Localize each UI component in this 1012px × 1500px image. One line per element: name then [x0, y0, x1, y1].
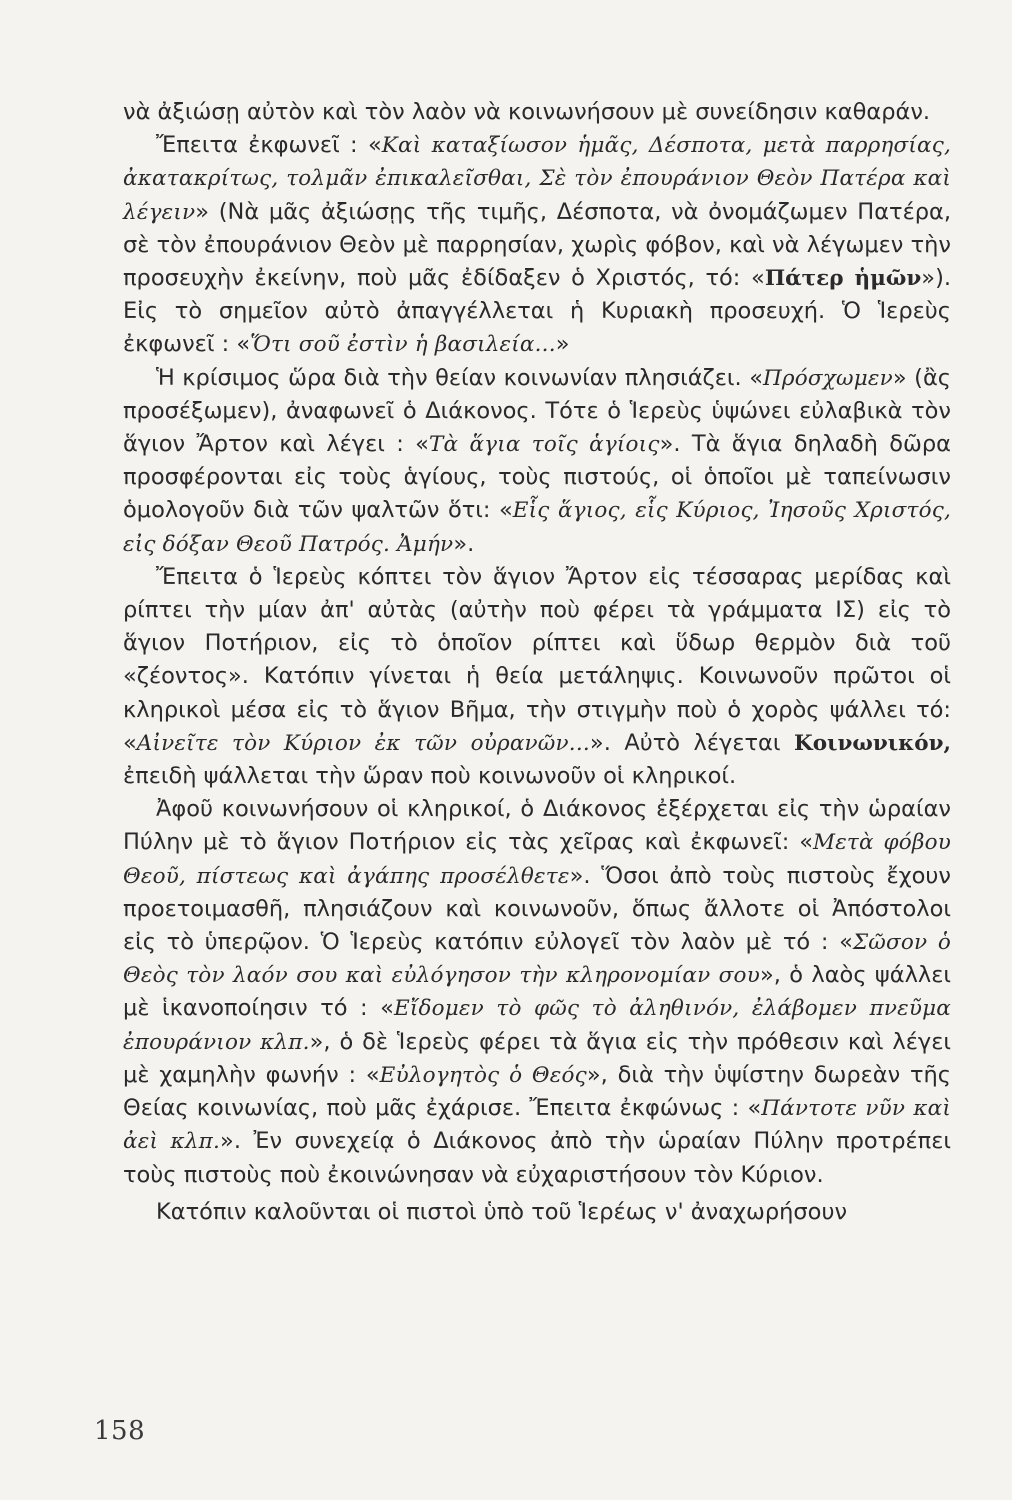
text-run: νὰ ἀξιώσῃ αὐτὸν καὶ τὸν λαὸν νὰ κοινωνήσουν μὲ συνείδησιν καθαράν.: [123, 99, 931, 125]
text-run: ». Τὰ ἅγια δηλαδὴ δῶρα προσφέρονται εἰς τοὺς ἁγίους, τοὺς πιστούς, οἱ ὁποῖοι μὲ ταπείνωσιν ὁμολογοῦν διὰ τῶν ψαλτῶν ὅτι: «: [123, 431, 951, 524]
paragraph: [123, 96, 951, 129]
italic-quote: Εἴδομεν τὸ φῶς τὸ ἀληθινόν, ἐλάβομεν πνεῦμα ἐπουράνιον κλπ.: [123, 996, 951, 1055]
italic-quote: Μετὰ φόβου Θεοῦ, πίστεως καὶ ἀγάπης προσέλθετε: [123, 830, 951, 889]
text-run: ἐπειδὴ ψάλλεται τὴν ὥραν ποὺ κοινωνοῦν οἱ κληρικοί.: [123, 763, 737, 790]
italic-quote: Πρόσχωμεν: [762, 365, 893, 391]
text-run: ».: [453, 530, 475, 557]
italic-quote: Ὅτι σοῦ ἐστὶν ἡ βασιλεία...: [250, 332, 556, 358]
italic-quote: Πάντοτε νῦν καὶ ἀεὶ κλπ.: [123, 1096, 951, 1155]
paragraph: [123, 129, 951, 361]
paragraph: [123, 362, 951, 561]
text-run: », ὁ δὲ Ἱερεὺς φέρει τὰ ἅγια εἰς τὴν πρόθεσιν καὶ λέγει μὲ χαμηλὴν φωνήν : «: [123, 1028, 951, 1088]
italic-quote: Τὰ ἅγια τοῖς ἁγίοις: [428, 432, 660, 458]
bold-term: Κοινωνικόν,: [794, 730, 952, 756]
paragraph: [123, 1196, 951, 1229]
paragraph: [123, 561, 951, 793]
italic-quote: Αἰνεῖτε τὸν Κύριον ἐκ τῶν οὐρανῶν...: [136, 730, 590, 756]
text-run: Ἡ κρίσιμος ὥρα διὰ τὴν θείαν κοινωνίαν πλησιάζει. «: [156, 364, 763, 391]
text-run: Ἔπειτα ὁ Ἱερεὺς κόπτει τὸν ἅγιον Ἄρτον εἰς τέσσαρας μερίδας καὶ ρίπτει τὴν μίαν ἀπ' αὐτὰς (αὐτὴν ποὺ φέρει τὰ γράμματα ΙΣ) εἰς τὸ ἅγιον Ποτήριον, εἰς τὸ ὁποῖον ρίπτει καὶ ὕδωρ θερμὸν διὰ τοῦ «ζέοντος». Κατόπιν γίνεται ἡ θεία μετάληψις. Κοινωνοῦν πρῶτοι οἱ κληρικοὶ μέσα εἰς τὸ ἅγιον Βῆμα, τὴν στιγμὴν ποὺ ὁ χορὸς ψάλλει τό: «: [123, 563, 951, 756]
italic-quote: Εἷς ἅγιος, εἷς Κύριος, Ἰησοῦς Χριστός, εἰς δόξαν Θεοῦ Πατρός. Ἀμήν: [123, 498, 951, 557]
text-run: » (ἂς προσέξωμεν), ἀναφωνεῖ ὁ Διάκονος. Τότε ὁ Ἱερεὺς ὑψώνει εὐλαβικὰ τὸν ἅγιον Ἄρτον καὶ λέγει : «: [123, 364, 951, 458]
italic-quote: Καὶ καταξίωσον ἡμᾶς, Δέσποτα, μετὰ παρρησίας, ἀκατακρίτως, τολμᾶν ἐπικαλεῖσθαι, Σὲ τὸν ἐπουράνιον Θεὸν Πατέρα καὶ λέγειν: [123, 133, 951, 225]
text-run: Κατόπιν καλοῦνται οἱ πιστοὶ ὑπὸ τοῦ Ἱερέως ν' ἀναχωρήσουν: [156, 1198, 848, 1225]
text-run: », ὁ λαὸς ψάλλει μὲ ἱκανοποίησιν τό : «: [123, 962, 951, 1022]
italic-quote: Εὐλογητὸς ὁ Θεός: [379, 1062, 587, 1088]
text-run: »: [555, 331, 570, 358]
text-run: Ἔπειτα ἐκφωνεῖ : «: [156, 132, 382, 159]
body-text: [123, 96, 951, 1229]
paragraph: [123, 793, 951, 1191]
text-run: ». Αὐτὸ λέγεται: [589, 729, 795, 756]
italic-quote: Σῶσον ὁ Θεὸς τὸν λαόν σου καὶ εὐλόγησον τὴν κληρονομίαν σου: [123, 930, 951, 989]
text-run: » (Νὰ μᾶς ἀξιώσῃς τῆς τιμῆς, Δέσποτα, νὰ ὀνομάζωμεν Πατέρα, σὲ τὸν ἐπουράνιον Θεὸν μὲ παρρησίαν, χωρὶς φόβον, καὶ νὰ λέγωμεν τὴν προσευχὴν ἐκείνην, ποὺ μᾶς ἐδίδαξεν ὁ Χριστός, τό: «: [123, 198, 951, 292]
bold-term: Πάτερ ἡμῶν: [764, 266, 922, 292]
text-run: Ἀφοῦ κοινωνήσουν οἱ κληρικοί, ὁ Διάκονος ἐξέρχεται εἰς τὴν ὡραίαν Πύλην μὲ τὸ ἅγιον Ποτήριον εἰς τὰς χεῖρας καὶ ἐκφωνεῖ: «: [123, 796, 951, 856]
text-run: », διὰ τὴν ὑψίστην δωρεὰν τῆς Θείας κοινωνίας, ποὺ μᾶς ἐχάρισε. Ἔπειτα ἐκφώνως : «: [123, 1061, 951, 1122]
text-run: ». Ὅσοι ἀπὸ τοὺς πιστοὺς ἔχουν προετοιμασθῆ, πλησιάζουν καὶ κοινωνοῦν, ὅπως ἄλλοτε οἱ Ἀπόστολοι εἰς τὸ ὑπερῷον. Ὁ Ἱερεὺς κατόπιν εὐλογεῖ τὸν λαὸν μὲ τό : «: [123, 862, 952, 956]
text-run: ». Ἐν συνεχείᾳ ὁ Διάκονος ἀπὸ τὴν ὡραίαν Πύλην προτρέπει τοὺς πιστοὺς ποὺ ἐκοινώνησαν νὰ εὐχαριστήσουν τὸν Κύριον.: [123, 1128, 951, 1188]
page-number: 158: [94, 1416, 146, 1446]
text-run: »). Εἰς τὸ σημεῖον αὐτὸ ἀπαγγέλλεται ἡ Κυριακὴ προσευχή. Ὁ Ἱερεὺς ἐκφωνεῖ : «: [123, 265, 951, 358]
